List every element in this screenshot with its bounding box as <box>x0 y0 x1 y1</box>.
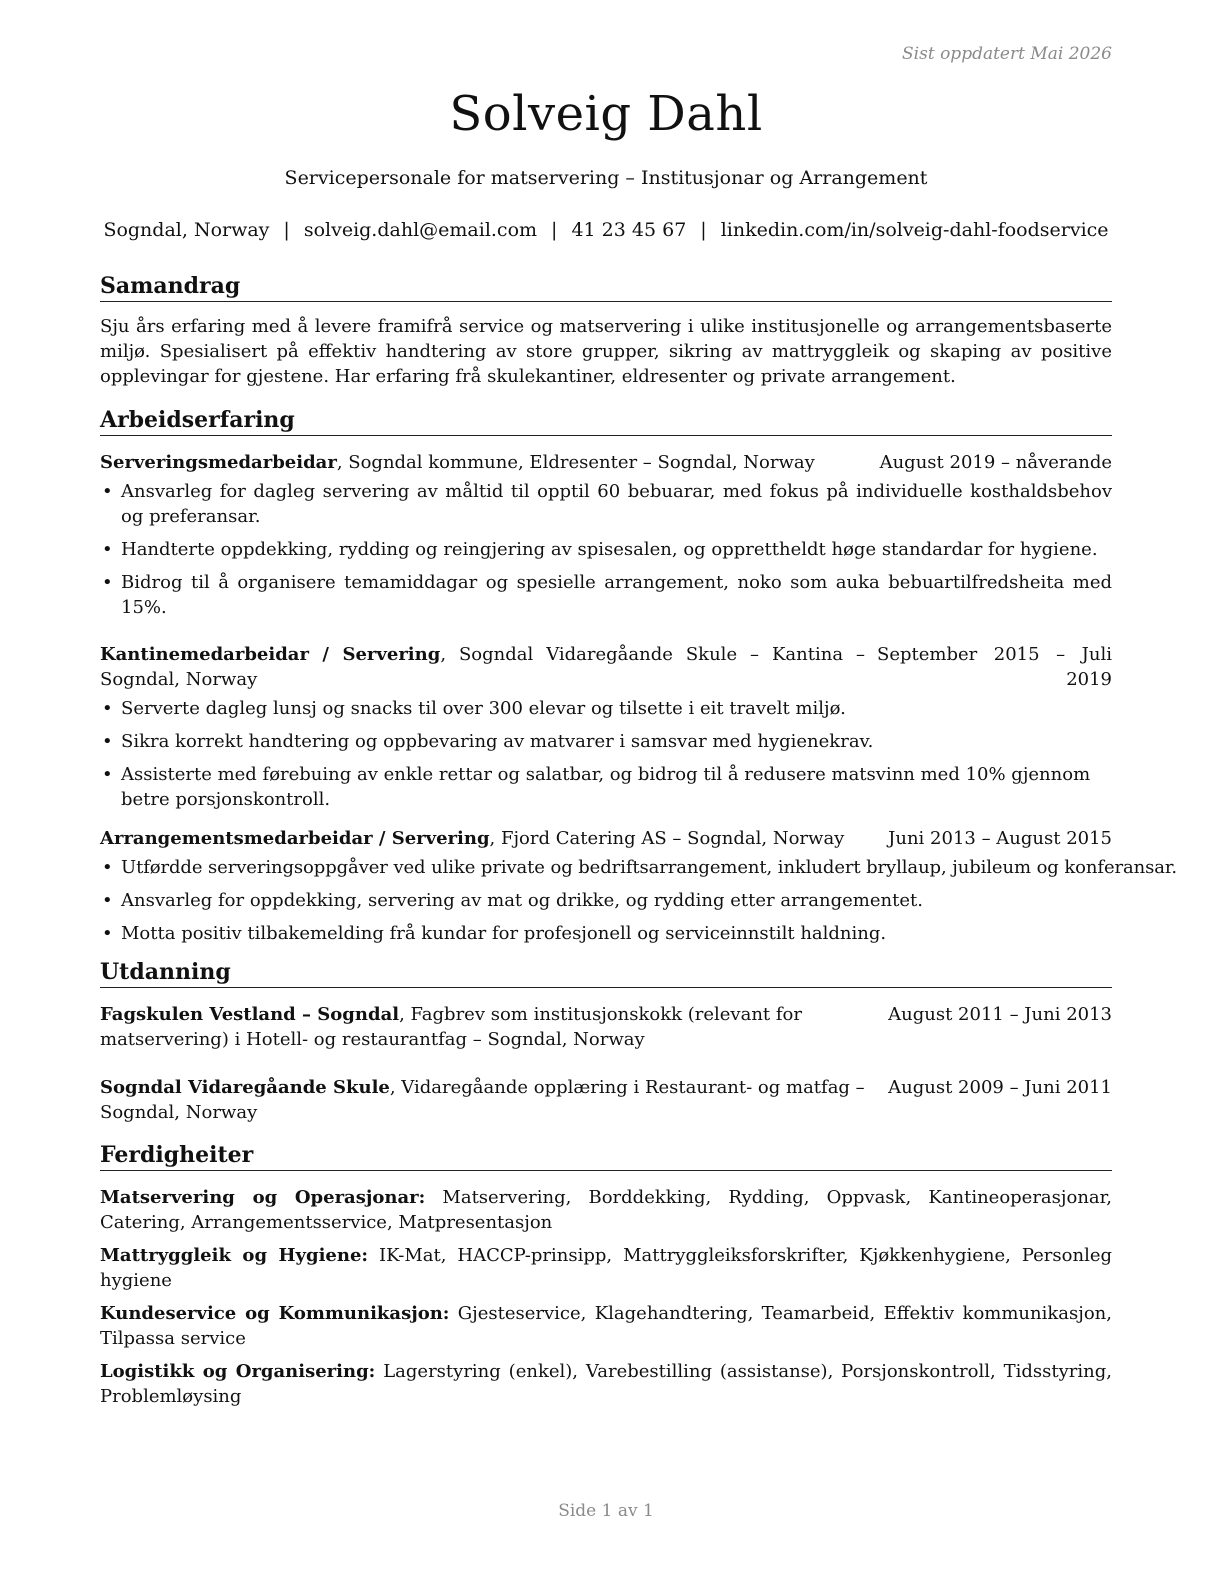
list-item: • Ansvarleg for oppdekking, servering av mat og drikke, og rydding etter arrangementet. <box>100 888 1112 913</box>
job-header <box>100 450 1112 475</box>
skill-label: Logistikk og Organisering: <box>100 1361 376 1382</box>
job-entry <box>100 450 1112 620</box>
list-item: • Assisterte med førebuing av enkle rettar og salatbar, og bidrog til å redusere matsvinn med 10% gjennom betre porsjonskontroll. <box>100 762 1112 812</box>
education-entry <box>100 1002 1112 1052</box>
skill-items: Matservering, Borddekking, Rydding, Oppvask, Kantineoperasjonar, Catering, Arrangementsservice, Matpresentasjon <box>100 1187 1112 1233</box>
education-heading: Utdanning <box>100 958 1112 988</box>
education-school: Sogndal Vidaregåande Skule <box>100 1077 390 1098</box>
education-program: , Fagbrev som institusjonskokk (relevant for matservering) i Hotell- og restaurantfag – Sogndal, Norway <box>100 1004 802 1050</box>
list-item: • Handterte oppdekking, rydding og reingjering av spisesalen, og opprettheldt høge standardar for hygiene. <box>100 537 1112 562</box>
job-role: Arrangementsmedarbeidar / Servering <box>100 828 490 849</box>
job-dates-line: 2019 <box>1066 669 1112 690</box>
list-item: • Utførdde serveringsoppgåver ved ulike private og bedriftsarrangement, inkludert bryllaup, jubileum og konferansar. <box>100 855 1112 880</box>
contact-separator: | <box>700 219 707 241</box>
job-title-line <box>100 642 865 692</box>
contact-separator: | <box>551 219 558 241</box>
contact-phone: 41 23 45 67 <box>571 219 687 241</box>
list-item: • Ansvarleg for dagleg servering av måltid til opptil 60 bebuarar, med fokus på individuelle kosthaldsbehov og preferansar. <box>100 479 1112 529</box>
job-title-line <box>100 450 868 475</box>
summary-section <box>100 272 1112 389</box>
skill-group <box>100 1185 1112 1235</box>
job-org: , Sogndal kommune, Eldresenter – Sogndal, Norway <box>336 452 815 473</box>
skill-group <box>100 1243 1112 1293</box>
education-school: Fagskulen Vestland – Sogndal <box>100 1004 400 1025</box>
list-item: • Serverte dagleg lunsj og snacks til over 300 elevar og tilsette i eit travelt miljø. <box>100 696 1112 721</box>
skill-items: Lagerstyring (enkel), Varebestilling (assistanse), Porsjonskontroll, Tidsstyring, Problemløysing <box>100 1361 1112 1407</box>
skill-label: Mattryggleik og Hygiene: <box>100 1245 369 1266</box>
summary-text: Sju års erfaring med å levere framifrå service og matservering i ulike institusjonelle og arrangementsbaserte miljø. Spesialisert på effektiv handtering av store grupper, sikring av mattryggleik og skaping av positive opplevingar for gjestene. Har erfaring frå skulekantiner, eldresenter og private arrangement. <box>100 316 1112 387</box>
job-role: Serveringsmedarbeidar <box>100 452 337 473</box>
job-entry <box>100 642 1112 812</box>
skills-heading: Ferdigheiter <box>100 1141 1112 1171</box>
job-entry <box>100 826 1178 946</box>
job-dates: August 2019 – nåverande <box>879 452 1112 473</box>
list-item: • Motta positiv tilbakemelding frå kundar for profesjonell og serviceinnstilt haldning. <box>100 921 1112 946</box>
experience-section <box>100 406 1178 954</box>
job-org: , Sogndal Vidaregåande Skule – Kantina – Sogndal, Norway <box>100 644 865 690</box>
headline: Servicepersonale for matservering – Institusjonar og Arrangement <box>284 167 928 189</box>
job-dates: Juni 2013 – August 2015 <box>888 828 1112 849</box>
job-org: , Fjord Catering AS – Sogndal, Norway <box>489 828 845 849</box>
experience-heading: Arbeidserfaring <box>100 406 1112 436</box>
list-item: • Bidrog til å organisere temamiddagar og spesielle arrangement, noko som auka bebuartilfredsheita med 15%. <box>100 570 1112 620</box>
skill-group <box>100 1359 1112 1409</box>
education-detail <box>100 1075 888 1125</box>
education-program: , Vidaregåande opplæring i Restaurant- og matfag – Sogndal, Norway <box>100 1077 865 1123</box>
contact-linkedin[interactable]: linkedin.com/in/solveig-dahl-foodservice <box>720 219 1109 241</box>
job-dates <box>877 642 1112 692</box>
skill-label: Matservering og Operasjonar: <box>100 1187 426 1208</box>
job-bullets <box>100 479 1112 620</box>
page-number: Side 1 av 1 <box>558 1501 654 1521</box>
summary-heading: Samandrag <box>100 272 1112 302</box>
job-dates-line: September 2015 – Juli <box>877 644 1112 665</box>
list-item: • Sikra korrekt handtering og oppbevaring av matvarer i samsvar med hygienekrav. <box>100 729 1112 754</box>
contact-line <box>100 219 1112 241</box>
skills-section <box>100 1141 1112 1409</box>
job-title-line <box>100 826 876 851</box>
education-detail <box>100 1002 888 1052</box>
education-dates: August 2009 – Juni 2011 <box>888 1077 1112 1098</box>
contact-separator: | <box>283 219 290 241</box>
job-bullets <box>100 696 1112 812</box>
skill-label: Kundeservice og Kommunikasjon: <box>100 1303 450 1324</box>
job-role: Kantinemedarbeidar / Servering <box>100 644 441 665</box>
education-dates: August 2011 – Juni 2013 <box>888 1004 1112 1025</box>
job-header <box>100 826 1112 851</box>
skill-items: Gjesteservice, Klagehandtering, Teamarbeid, Effektiv kommunikasjon, Tilpassa service <box>100 1303 1112 1349</box>
education-entry <box>100 1075 1112 1125</box>
last-updated: Sist oppdatert Mai 2026 <box>902 44 1112 64</box>
skill-group <box>100 1301 1112 1351</box>
skill-items: IK-Mat, HACCP-prinsipp, Mattryggleiksforskrifter, Kjøkkenhygiene, Personleg hygiene <box>100 1245 1112 1291</box>
contact-email[interactable]: solveig.dahl@email.com <box>303 219 538 241</box>
contact-location: Sogndal, Norway <box>103 219 270 241</box>
job-header <box>100 642 1112 692</box>
candidate-name: Solveig Dahl <box>449 86 763 142</box>
job-bullets <box>100 855 1178 946</box>
education-section <box>100 958 1112 1125</box>
